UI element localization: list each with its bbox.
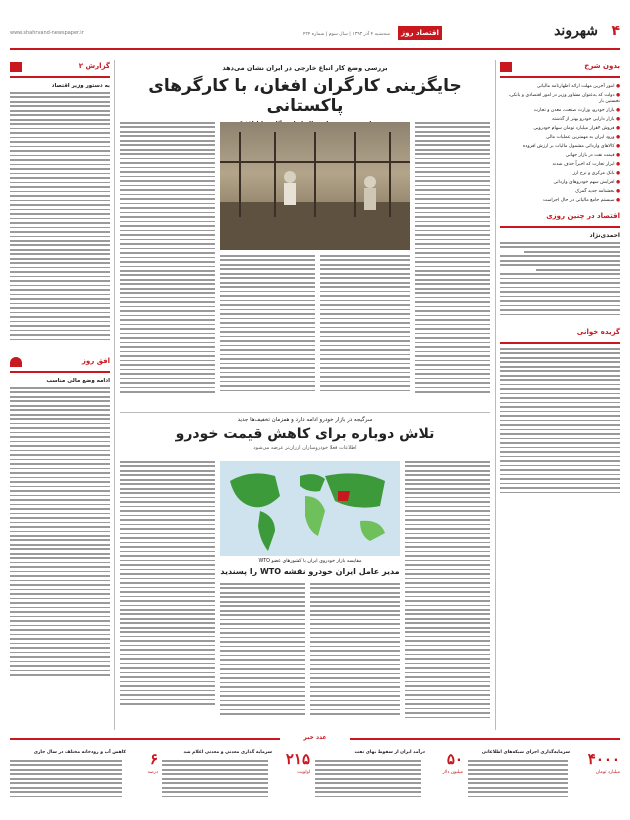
stat-unit: میلیارد تومان — [595, 770, 620, 775]
world-map-icon — [220, 461, 400, 556]
lead-body-col — [320, 255, 410, 405]
lead-kicker: بررسی وضع کار اتباع خارجی در ایران نشان می‌دهد — [222, 64, 388, 72]
brief-item[interactable]: ● فروش ۴هزار میلیارد تومان سهام خودرویی — [533, 126, 620, 131]
report-icon — [10, 62, 22, 72]
stat-title: درآمد ایران از سقوط بهای نفت — [354, 750, 425, 755]
brief-item[interactable]: ● بازار دارایی خودرو بهتر از گذشته — [552, 117, 620, 122]
horizon-section-header: افق روز — [10, 357, 110, 373]
brief-item[interactable]: ● بخشنامه جدید گمرک — [575, 189, 620, 194]
lead-body-col — [220, 255, 315, 405]
stat-block — [468, 750, 620, 808]
stat-unit: میلیون دلار — [442, 770, 463, 775]
report-body — [10, 92, 110, 347]
brief-item[interactable]: ● دولت که به‌عنوان مشاور وزیر در امور اقتصادی و بانکی، نخستین بار — [508, 93, 620, 104]
stat-body — [468, 760, 568, 805]
stat-number: ۲۱۵ — [285, 750, 310, 768]
brief-item[interactable]: ● افزایش سهم خودروهای وارداتی — [553, 180, 620, 185]
stat-body — [315, 760, 421, 805]
history-section-header: اقتصاد در چنین روزی — [500, 212, 620, 228]
brief-item[interactable]: ● بازار خودرو، وزارت صنعت، معدن و تجارت — [533, 108, 620, 113]
page-number: ۴ — [611, 23, 620, 39]
horizon-body — [10, 387, 110, 687]
stat-body — [162, 760, 268, 805]
map-caption-kicker: مقایسه بازار خودروی ایران با کشورهای عضو WTO — [258, 559, 362, 564]
brief-item[interactable]: ● بانک مرکزی و نرخ ارز — [572, 171, 620, 176]
history-body — [500, 242, 620, 322]
lead-story — [120, 60, 490, 410]
second-subhead: اطلاعات فعلا خودروسازان ارزان‌تر عرضه می‌شود — [253, 445, 357, 451]
construction-scene-icon — [220, 122, 410, 250]
horizon-icon — [10, 357, 22, 367]
lead-headline[interactable]: جایگزینی کارگران افغان، با کارگرهای پاکستانی — [148, 76, 462, 116]
history-title: احمدی‌نژاد — [589, 232, 620, 239]
brief-item[interactable]: ● ورود ایران به مهمترین عملیات مالی — [545, 135, 620, 140]
masthead-rule — [10, 48, 620, 50]
lead-body-col — [415, 122, 490, 407]
stat-title: سرمایه گذاری معدنی و معدنی اعلام شد — [183, 750, 272, 755]
lead-body-col — [120, 122, 215, 407]
camera-icon — [500, 62, 512, 72]
second-kicker: سرگیجه در بازار خودرو ادامه دارد و همزمان تخفیف‌ها جدید — [237, 417, 373, 423]
world-map — [220, 461, 400, 556]
second-headline[interactable]: تلاش دوباره برای کاهش قیمت خودرو — [175, 426, 435, 442]
stat-title: کاهش آب و رودخانه مختلف در سال جاری — [33, 750, 126, 755]
stat-number: ۵۰ — [446, 750, 463, 768]
brief-item[interactable]: ● کالاهای وارداتی مشمول مالیات بر ارزش افزوده — [522, 144, 620, 149]
brief-item[interactable]: ● سیستم جامع مالیاتی در حال اجراست — [543, 198, 620, 203]
horizon-title: ادامه وضع مالی مناسب — [46, 378, 110, 384]
date-line: سه‌شنبه ۴ آذر ۱۳۹۳ | سال سوم | شماره ۴۲۴ — [302, 32, 390, 37]
report-section-header: گزارش ۲ — [10, 62, 110, 78]
column-divider — [114, 60, 115, 730]
excerpts-section-header: گزیده خوانی — [500, 328, 620, 344]
section-tab: اقتصاد روز — [398, 26, 442, 40]
stat-unit: اولویت — [297, 770, 310, 775]
column-divider — [495, 60, 496, 730]
stat-block — [162, 750, 310, 808]
website-url[interactable]: www.shahrvand-newspaper.ir — [10, 30, 84, 36]
numbers-footer — [10, 734, 620, 812]
brief-item[interactable]: ● ابزار تجارت که اخیراً حذف شدند — [552, 162, 620, 167]
stat-block — [10, 750, 158, 808]
stat-number: ۶ — [149, 750, 158, 768]
right-column-header: بدون شرح — [500, 62, 620, 78]
second-body-col — [405, 461, 490, 731]
report-title: به دستور وزیر اقتصاد — [51, 83, 110, 89]
left-column — [10, 62, 110, 732]
brief-list — [500, 84, 620, 204]
brief-item[interactable]: ● امور آخرین مهلت ارائه اظهارنامه مالیاتی — [536, 84, 620, 89]
stat-block — [315, 750, 463, 808]
stat-title: سرمایه‌گذاری اجرای شبکه‌های اطلاعاتی — [481, 750, 570, 755]
stat-body — [10, 760, 122, 805]
stat-number: ۴۰۰۰ — [587, 750, 620, 768]
second-body-col — [220, 583, 305, 731]
second-story — [120, 412, 490, 733]
stat-unit: درصد — [147, 770, 158, 775]
workers-photo — [220, 122, 410, 250]
second-body-col — [120, 461, 215, 731]
right-column — [500, 62, 620, 732]
footer-label: عدد خبر — [280, 734, 350, 741]
masthead — [10, 8, 620, 48]
second-body-col — [310, 583, 400, 731]
paper-name: شهروند — [554, 23, 598, 39]
brief-item[interactable]: ● قیمت نفت در بازار جهانی — [565, 153, 620, 158]
excerpts-body — [500, 348, 620, 498]
map-caption: مدیر عامل ایران خودرو نقشه WTO را پسندید — [220, 567, 400, 576]
